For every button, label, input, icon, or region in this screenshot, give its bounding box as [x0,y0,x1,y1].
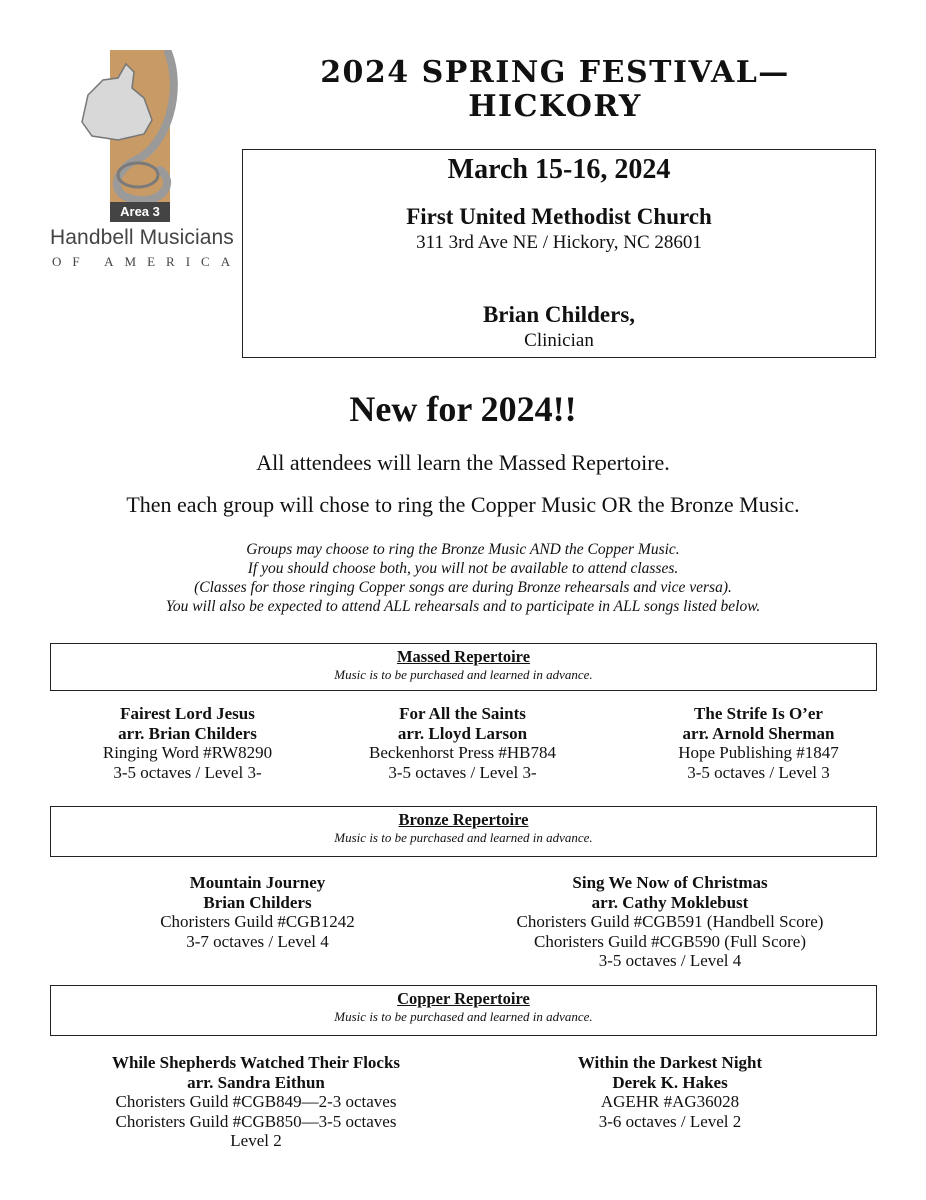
piece-detail: 3-6 octaves / Level 2 [598,1111,742,1131]
announcement-heading: New for 2024!! [349,389,577,429]
logo-name: Handbell Musicians [50,226,234,249]
clinician-role: Clinician [524,330,594,351]
bronze-piece-1 [130,873,385,951]
section-note: Music is to be purchased and learned in advance. [334,830,593,845]
copper-piece-1 [80,1053,432,1151]
note-line: (Classes for those ringing Copper songs are during Bronze rehearsals and vice versa). [194,579,732,596]
bronze-piece-2 [490,873,850,971]
piece-detail: 3-5 octaves / Level 4 [598,951,742,970]
event-info-box [242,149,876,358]
massed-repertoire-header [50,643,877,691]
logo-subtitle: OF AMERICA [52,254,242,269]
piece-detail: Choristers Guild #CGB1242 [160,912,355,931]
piece-detail: Ringing Word #RW8290 [102,743,273,762]
handbell-musicians-logo [48,50,242,275]
piece-title: Fairest Lord Jesus [120,704,255,723]
page-title [270,56,840,124]
note-line: If you should choose both, you will not be available to attend classes. [247,560,679,577]
piece-detail: Hope Publishing #1847 [678,743,839,762]
piece-arranger: arr. Sandra Eithun [187,1072,325,1092]
piece-title: Mountain Journey [189,873,326,892]
piece-arranger: arr. Arnold Sherman [682,723,835,743]
note-line: Groups may choose to ring the Bronze Music AND the Copper Music. [246,541,680,558]
copper-repertoire-header [50,985,877,1036]
section-note: Music is to be purchased and learned in advance. [334,1009,593,1024]
piece-detail: 3-7 octaves / Level 4 [186,931,329,951]
massed-piece-2 [330,704,595,782]
event-address: 311 3rd Ave NE / Hickory, NC 28601 [416,232,702,253]
note-line: You will also be expected to attend ALL rehearsals and to participate in ALL songs listed below. [165,598,761,615]
section-title: Bronze Repertoire [398,810,529,829]
event-venue: First United Methodist Church [406,204,712,229]
section-title: Copper Repertoire [397,989,530,1008]
piece-arranger: arr. Brian Childers [118,723,257,743]
piece-arranger: arr. Lloyd Larson [397,723,528,743]
massed-piece-3 [626,704,891,782]
announcement-notes [0,540,926,616]
title-line-2: HICKORY [468,89,642,124]
section-title: Massed Repertoire [396,647,531,666]
announcement-line-2: Then each group will chose to ring the Copper Music OR the Bronze Music. [126,492,800,517]
piece-detail: AGEHR #AG36028 [600,1092,740,1111]
piece-detail: Choristers Guild #CGB850—3-5 octaves [115,1111,397,1131]
piece-detail: Beckenhorst Press #HB784 [369,743,556,762]
piece-arranger: Derek K. Hakes [612,1072,728,1092]
piece-detail: 3-5 octaves / Level 3- [388,762,537,782]
massed-piece-1 [55,704,320,782]
announcement-line-1: All attendees will learn the Massed Repertoire. [256,450,670,475]
piece-detail: Choristers Guild #CGB590 (Full Score) [534,931,806,951]
title-line-1: 2024 SPRING FESTIVAL— [320,55,790,90]
piece-title: The Strife Is O’er [694,704,823,723]
piece-detail: Choristers Guild #CGB849—2-3 octaves [115,1092,397,1111]
piece-title: While Shepherds Watched Their Flocks [111,1053,401,1072]
bronze-repertoire-header [50,806,877,857]
event-date: March 15-16, 2024 [447,154,671,185]
piece-detail: 3-5 octaves / Level 3- [113,762,262,782]
piece-arranger: Brian Childers [203,892,312,912]
piece-title: Sing We Now of Christmas [572,873,768,892]
piece-title: For All the Saints [399,704,526,723]
piece-detail: Level 2 [230,1131,282,1150]
copper-piece-2 [530,1053,810,1131]
piece-detail: 3-5 octaves / Level 3 [687,762,830,782]
piece-title: Within the Darkest Night [577,1053,763,1072]
section-note: Music is to be purchased and learned in advance. [334,667,593,682]
clinician-name: Brian Childers, [482,302,636,327]
logo-graphic [48,50,233,225]
piece-arranger: arr. Cathy Moklebust [591,892,749,912]
piece-detail: Choristers Guild #CGB591 (Handbell Score) [516,912,824,931]
logo-area-badge: Area 3 [110,202,170,222]
